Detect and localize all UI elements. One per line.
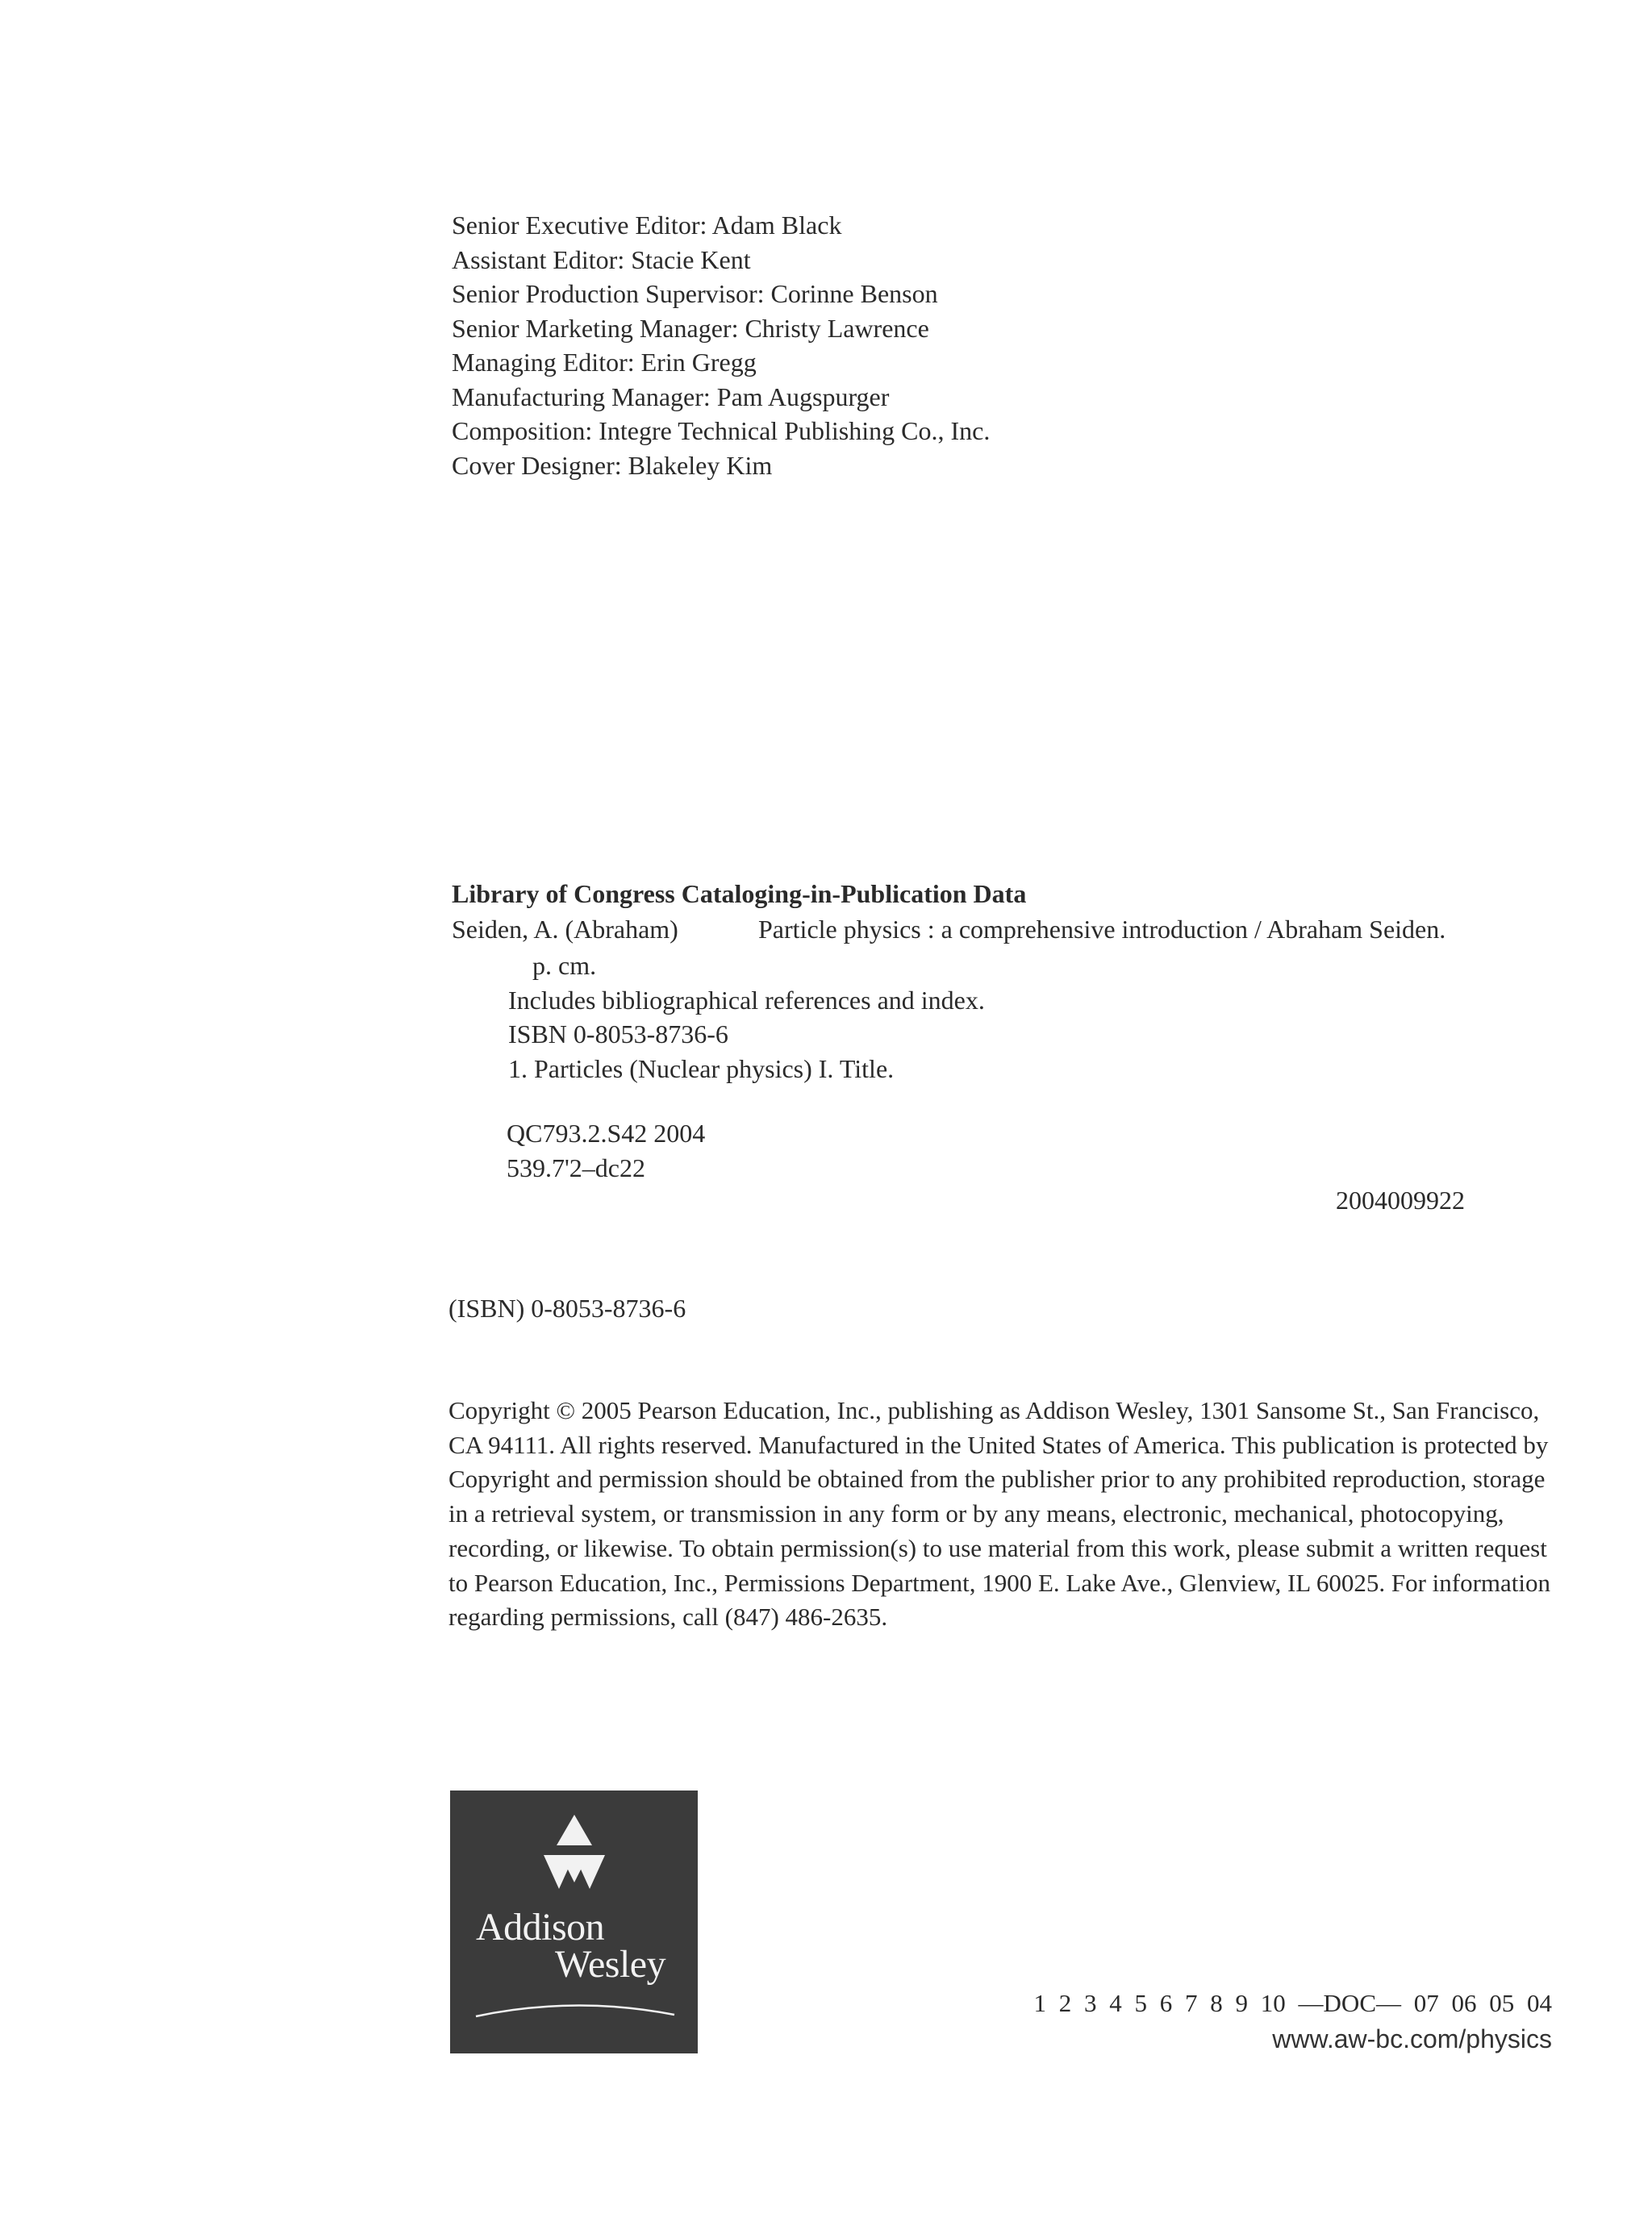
cip-heading: Library of Congress Cataloging-in-Publication Data [452, 879, 1027, 908]
printing-line: 1 2 3 4 5 6 7 8 9 10 —DOC— 07 06 05 04 [1033, 1989, 1552, 2017]
publisher-logo [450, 1791, 698, 2053]
credit-managing-editor: Managing Editor: Erin Gregg [452, 348, 757, 377]
credit-senior-production-supervisor: Senior Production Supervisor: Corinne Benson [452, 279, 938, 308]
cip-call-number: QC793.2.S42 2004 [507, 1119, 706, 1148]
credit-senior-executive-editor: Senior Executive Editor: Adam Black [452, 211, 842, 240]
editorial-credits [452, 208, 990, 482]
cip-lccn: 2004009922 [1336, 1186, 1465, 1215]
credit-composition: Composition: Integre Technical Publishing Co., Inc. [452, 416, 991, 445]
credit-manufacturing-manager: Manufacturing Manager: Pam Augspurger [452, 381, 890, 411]
cip-subject: 1. Particles (Nuclear physics) I. Title. [508, 1053, 895, 1083]
credit-senior-marketing-manager: Senior Marketing Manager: Christy Lawrence [452, 313, 929, 343]
cip-title: Particle physics : a comprehensive introduction / Abraham Seiden. [758, 915, 1446, 944]
logo-text-wesley: Wesley [555, 1943, 666, 1986]
isbn-line: (ISBN) 0-8053-8736-6 [448, 1294, 686, 1323]
cip-pagination: p. cm. [532, 951, 597, 980]
logo-text-addison: Addison [476, 1906, 605, 1949]
cip-dewey: 539.7'2–dc22 [507, 1153, 645, 1182]
cip-classification [507, 1116, 705, 1185]
website-url: www.aw-bc.com/physics [1272, 2024, 1552, 2053]
copyright-notice: Copyright © 2005 Pearson Education, Inc., publishing as Addison Wesley, 1301 Sansome St., San Francisco, CA 94111. All rights reserved. Manufactured in the United States of America. This publication is protected by Copyright and permission should be obtained from the publisher prior to any prohibited reproduction, storage in a retrieval system, or transmission in any form or by any means, electronic, mechanical, photocopying, recording, or likewise. To obtain permission(s) to use material from this work, please submit a written request to Pearson Education, Inc., Permissions Department, 1900 E. Lake Ave., Glenview, IL 60025. For information regarding permissions, call (847) 486-2635. [448, 1396, 1551, 1632]
cip-author: Seiden, A. (Abraham) [452, 915, 678, 944]
cip-isbn: ISBN 0-8053-8736-6 [508, 1019, 728, 1048]
credit-cover-designer: Cover Designer: Blakeley Kim [452, 450, 773, 480]
cip-details [508, 948, 985, 1086]
addison-wesley-triangle-icon [540, 1811, 608, 1892]
credit-assistant-editor: Assistant Editor: Stacie Kent [452, 244, 751, 274]
cip-bibliography-note: Includes bibliographical references and index. [508, 985, 985, 1015]
logo-swoosh [474, 2000, 676, 2020]
